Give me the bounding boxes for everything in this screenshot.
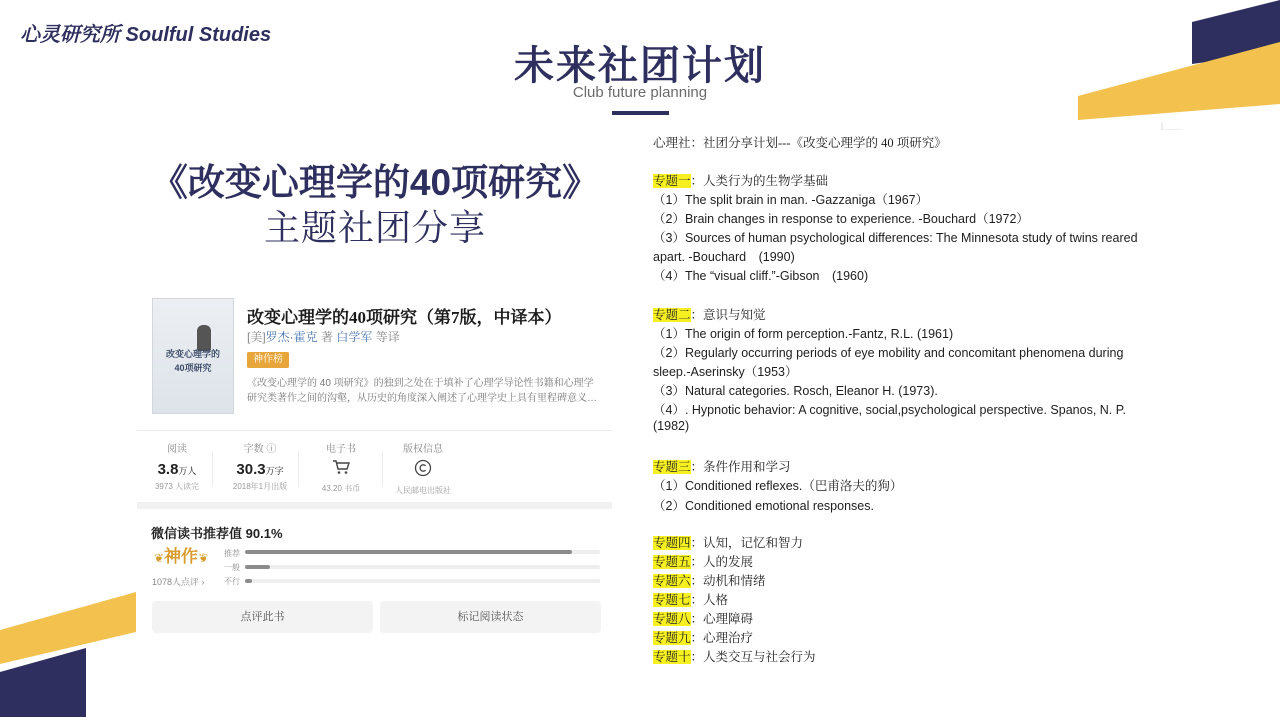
divider (137, 430, 612, 431)
topic-heading (653, 590, 728, 608)
bar-label: 一般 (224, 563, 240, 572)
bar-fill (245, 550, 572, 554)
book-author-line (247, 328, 400, 345)
recommend-label: 微信读书推荐值 (151, 526, 243, 541)
stat-label: 阅读 (167, 444, 187, 455)
author-link[interactable]: 罗杰·霍克 (265, 330, 318, 344)
book-title-heading: 《改变心理学的40项研究》 (150, 162, 600, 203)
topic-title: ：人类交互与社会行为 (690, 650, 816, 664)
bar-label: 推荐 (224, 549, 240, 558)
bad-bar (245, 579, 600, 583)
topic-title: ：认知，记忆和智力 (690, 536, 804, 550)
author-role: 著 (321, 330, 334, 344)
bar-fill (245, 565, 270, 569)
author-prefix: [美] (247, 330, 266, 344)
topic-tag: 专题三 (653, 460, 691, 474)
ranking-badge[interactable]: 神作榜 (247, 352, 289, 368)
translator-suffix: 等译 (375, 330, 400, 344)
average-bar (245, 565, 600, 569)
topic-heading (653, 571, 766, 589)
page-subtitle: Club future planning (572, 84, 708, 101)
topic-title: ：条件作用和学习 (690, 460, 791, 474)
list-item: （3）Sources of human psychological differences: The Minnesota study of twins reared (653, 231, 1138, 245)
stat-sub: 43.20 书币 (321, 484, 361, 493)
list-item: （4）The “visual cliff.”-Gibson (1960) (653, 269, 869, 283)
bar-label: 不行 (224, 577, 240, 586)
topic-title: ：动机和情绪 (690, 574, 766, 588)
page-title: 未来社团计划 (514, 44, 766, 88)
laurel-badge (153, 543, 209, 571)
book-cover[interactable] (152, 298, 234, 414)
topic-heading (653, 533, 803, 551)
topic-tag: 专题七 (653, 593, 691, 607)
list-item: （2）Brain changes in response to experience. -Bouchard（1972） (653, 212, 1029, 226)
mark-status-button[interactable]: 标记阅读状态 (380, 601, 601, 633)
review-count-link[interactable]: 1078人点评 › (152, 577, 205, 587)
list-item: sleep.-Aserinsky（1953） (653, 365, 798, 379)
list-item: apart. -Bouchard (1990) (653, 250, 795, 264)
list-item: （3）Natural categories. Rosch, Eleanor H. (1973). (653, 384, 938, 398)
stat-sub: 人民邮电出版社 (395, 486, 451, 495)
list-item: （1）The split brain in man. -Gazzaniga（1967） (653, 193, 929, 207)
book-description: 《改变心理学的 40 项研究》的独到之处在于填补了心理学导论性书籍和心理学研究类著作之间的沟壑，从历史的角度深入阐述了心理学史上具有里程碑意义… (247, 378, 597, 404)
stat-unit: 万人 (178, 466, 197, 476)
topic-tag: 专题十 (653, 650, 691, 664)
recommend-bar (245, 550, 600, 554)
topic-heading (653, 552, 753, 570)
translator-link[interactable]: 白学军 (336, 330, 373, 344)
list-item: （4）. Hypnotic behavior: A cognitive, social,psychological perspective. Spanos, N. P. (653, 403, 1126, 417)
laurel-icon: ❦ (153, 551, 164, 565)
topic-title: ：心理障碍 (690, 612, 754, 626)
title-underline (612, 111, 669, 115)
topic-tag: 专题五 (653, 555, 691, 569)
topic-title: ：意识与知觉 (690, 308, 766, 322)
recommend-heading (151, 523, 283, 542)
stat-sub: 2018年1月出版 (232, 482, 288, 491)
bottom-left-decoration (0, 580, 140, 717)
cover-title-line2: 40项研究 (174, 363, 212, 373)
topic-title: ：心理治疗 (690, 631, 754, 645)
topic-tag: 专题二 (653, 308, 691, 322)
topic-heading (653, 171, 828, 189)
topic-tag: 专题八 (653, 612, 691, 626)
list-item: （1）Conditioned reflexes.（巴甫洛夫的狗） (653, 479, 903, 493)
list-item: (1982) (653, 419, 690, 433)
copyright-icon (368, 459, 478, 482)
topic-title: ：人类行为的生物学基础 (690, 174, 829, 188)
topic-heading (653, 647, 816, 665)
stat-label: 字数 ⓘ (243, 444, 277, 455)
stat-value: 3.8 (157, 461, 179, 478)
topic-heading (653, 609, 753, 627)
stat-sub: 3973 人读完 (154, 482, 200, 491)
recommend-value: 90.1% (245, 526, 283, 541)
list-item: （2）Conditioned emotional responses. (653, 499, 874, 513)
cover-title-line1: 改变心理学的 (165, 349, 220, 359)
brand-label: 心灵研究所 Soulful Studies (20, 24, 272, 46)
section-separator (137, 502, 612, 509)
topic-heading (653, 305, 766, 323)
book-subtitle-heading: 主题社团分享 (263, 207, 486, 248)
topic-tag: 专题六 (653, 574, 691, 588)
stat-label: 电子书 (326, 444, 356, 455)
topic-title: ：人格 (690, 593, 729, 607)
review-book-button[interactable]: 点评此书 (152, 601, 373, 633)
topic-title: ：人的发展 (690, 555, 754, 569)
bar-fill (245, 579, 252, 583)
stat-copyright[interactable] (368, 440, 478, 496)
stat-label: 版权信息 (403, 444, 443, 455)
topic-tag: 专题九 (653, 631, 691, 645)
list-item: （1）The origin of form perception.-Fantz, R.L. (1961) (653, 327, 954, 341)
topic-heading (653, 457, 791, 475)
topic-heading (653, 628, 753, 646)
stat-unit: 万字 (265, 466, 284, 476)
stat-value: 30.3 (236, 461, 266, 478)
list-item: （2）Regularly occurring periods of eye mobility and concomitant phenomena during (653, 346, 1124, 360)
laurel-icon: ❦ (198, 551, 209, 565)
topic-tag: 专题四 (653, 536, 691, 550)
topic-tag: 专题一 (653, 174, 691, 188)
book-name: 改变心理学的40项研究（第7版，中译本） (247, 308, 562, 327)
laurel-badge-label: 神作 (164, 547, 198, 566)
doc-heading: 心理社：社团分享计划---《改变心理学的 40 项研究》 (653, 136, 947, 150)
